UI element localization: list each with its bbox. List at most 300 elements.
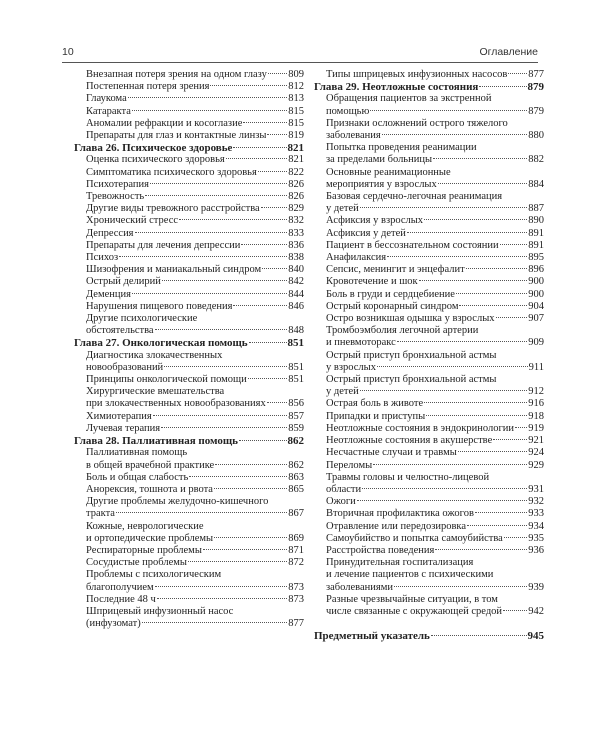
toc-entry[interactable] [314, 130, 544, 142]
toc-entry[interactable] [314, 398, 544, 410]
toc-entry[interactable] [74, 398, 304, 410]
toc-entry[interactable] [314, 337, 544, 349]
toc-page-number: 840 [288, 264, 304, 276]
toc-entry-title: Анафилаксия [326, 252, 387, 264]
toc-entry[interactable] [314, 423, 544, 435]
page-number: 10 [62, 46, 74, 58]
toc-entry[interactable] [74, 545, 304, 557]
toc-page-number: 812 [288, 81, 304, 93]
toc-entry-line: Острый приступ бронхиальной астмы [326, 374, 497, 386]
dot-leader [243, 122, 287, 123]
toc-entry-line: Кожные, неврологические [86, 520, 204, 532]
toc-entry-title: Респираторные проблемы [86, 544, 202, 556]
toc-entry-title: мероприятия у взрослых [326, 178, 437, 190]
toc-page-number: 848 [288, 325, 304, 337]
toc-entry-title: Боль в груди и сердцебиение [326, 288, 455, 300]
toc-entry-title: новообразований [86, 361, 164, 373]
dot-leader [438, 183, 528, 184]
dot-leader [248, 378, 287, 379]
toc-entry[interactable] [314, 521, 544, 533]
toc-entry-title: Принципы онкологической помощи [86, 374, 247, 386]
toc-entry-title: Глава 29. Неотложные состояния [314, 81, 479, 94]
toc-entry[interactable] [74, 582, 304, 594]
dot-leader [503, 610, 527, 611]
dot-leader [387, 256, 527, 257]
toc-entry-title: Внезапная потеря зрения на одном глазу [86, 69, 267, 80]
toc-entry[interactable] [314, 313, 544, 325]
toc-entry[interactable] [74, 215, 304, 227]
toc-page-number: 819 [288, 130, 304, 142]
toc-entry[interactable] [74, 594, 304, 606]
toc-entry[interactable] [314, 606, 544, 618]
dot-leader [382, 134, 528, 135]
toc-entry[interactable] [314, 460, 544, 472]
dot-leader [179, 219, 287, 220]
toc-entry[interactable] [74, 264, 304, 276]
toc-entry[interactable] [74, 289, 304, 301]
toc-page-number: 929 [528, 459, 544, 471]
toc-entry[interactable] [74, 93, 304, 105]
toc-entry-title: Самоубийство и попытка самоубийства [326, 532, 503, 544]
toc-page-number: 918 [528, 410, 544, 422]
toc-entry-line: Признаки осложнений острого тяжелого [326, 117, 508, 129]
toc-page-number: 863 [288, 471, 304, 483]
toc-entry[interactable] [314, 179, 544, 191]
toc-entry[interactable] [74, 374, 304, 386]
dot-leader [233, 305, 287, 306]
toc-page-number: 873 [288, 593, 304, 605]
dot-leader [458, 451, 527, 452]
dot-leader [362, 488, 527, 489]
toc-page-number: 867 [288, 508, 304, 520]
dot-leader [357, 500, 527, 501]
dot-leader [435, 549, 527, 550]
toc-page-number: 821 [287, 142, 304, 155]
toc-entry[interactable] [314, 252, 544, 264]
toc-entry[interactable] [314, 154, 544, 166]
toc-page-number: 822 [288, 166, 304, 178]
toc-chapter-heading[interactable] [74, 142, 304, 154]
dot-leader [496, 317, 528, 318]
toc-entry-line: Шприцевый инфузионный насос [86, 605, 234, 617]
toc-page-number: 880 [528, 130, 544, 142]
toc-page-number: 900 [528, 276, 544, 288]
toc-entry-title: и ортопедические проблемы [86, 532, 214, 544]
toc-entry[interactable] [74, 252, 304, 264]
toc-page-number: 879 [528, 105, 544, 117]
dot-leader [360, 390, 528, 391]
dot-leader [188, 561, 287, 562]
toc-page-number: 813 [288, 93, 304, 105]
toc-entry-line: Другие проблемы желудочно-кишечного [86, 496, 269, 508]
dot-leader [424, 402, 527, 403]
toc-page-number: 877 [528, 69, 544, 80]
toc-entry[interactable] [74, 484, 304, 496]
toc-entry[interactable] [314, 301, 544, 313]
dot-leader [407, 232, 527, 233]
dot-leader [116, 512, 287, 513]
toc-page-number: 821 [288, 154, 304, 166]
toc-entry-line: Базовая сердечно-легочная реанимация [326, 191, 503, 203]
dot-leader [466, 268, 528, 269]
toc-entry[interactable] [74, 460, 304, 472]
dot-leader [493, 439, 527, 440]
toc-entry-title: Психотерапия [86, 178, 149, 190]
toc-entry-title: Деменция [86, 288, 131, 300]
toc-page-number: 851 [288, 374, 304, 386]
toc-entry-line: Основные реанимационные [326, 166, 451, 178]
toc-entry[interactable] [314, 386, 544, 398]
toc-page-number: 887 [528, 203, 544, 215]
toc-entry-title: обстоятельства [86, 325, 154, 337]
dot-leader [500, 244, 528, 245]
dot-leader [215, 464, 287, 465]
toc-page-number: 877 [288, 618, 304, 630]
toc-entry-title: Депрессия [86, 227, 134, 239]
toc-page-number: 862 [288, 459, 304, 471]
dot-leader [145, 195, 287, 196]
toc-entry[interactable] [74, 203, 304, 215]
toc-entry-line: Принудительная госпитализация [326, 557, 474, 569]
toc-entry-title: Острая боль в животе [326, 398, 424, 410]
dot-leader [261, 207, 288, 208]
toc-entry-title: заболеваниями [326, 581, 393, 593]
toc-page-number: 904 [528, 300, 544, 312]
toc-entry-title: Глава 26. Психическое здоровье [74, 142, 233, 155]
toc-page-number: 919 [528, 422, 544, 434]
toc-entry-title: Вторичная профилактика ожогов [326, 508, 474, 520]
toc-page-number: 815 [288, 117, 304, 129]
toc-entry-title: Переломы [326, 459, 373, 471]
toc-entry-title: при злокачественных новообразованиях [86, 398, 266, 410]
toc-entry-title: Другие виды тревожного расстройства [86, 203, 260, 215]
dot-leader [162, 280, 287, 281]
toc-page-number: 857 [288, 410, 304, 422]
toc-entry[interactable] [314, 508, 544, 520]
toc-entry-title: помощью [326, 105, 370, 117]
dot-leader [161, 427, 287, 428]
toc-entry-title: у детей [326, 203, 359, 215]
running-head: Оглавление [479, 46, 538, 58]
toc-page-number: 911 [528, 361, 544, 373]
toc-entry[interactable] [74, 618, 304, 630]
dot-leader [210, 85, 287, 86]
toc-page-number: 809 [288, 69, 304, 80]
toc-entry-title: Шизофрения и маниакальный синдром [86, 264, 262, 276]
toc-entry[interactable] [74, 69, 304, 81]
index-spacer [314, 618, 544, 630]
toc-entry[interactable] [74, 154, 304, 166]
toc-entry-line: Травмы головы и челюстно-лицевой [326, 471, 490, 483]
toc-page-number: 932 [528, 496, 544, 508]
toc-entry-line: Другие психологические [86, 313, 198, 325]
toc-entry-title: Хронический стресс [86, 215, 179, 227]
dot-leader [424, 219, 527, 220]
dot-leader [189, 476, 287, 477]
toc-entry-title: Постепенная потеря зрения [86, 81, 210, 93]
toc-page-number: 912 [528, 386, 544, 398]
dot-leader [153, 415, 288, 416]
toc-entry[interactable] [74, 106, 304, 118]
toc-entry-title: Симптоматика психического здоровья [86, 166, 257, 178]
toc-entry[interactable] [74, 81, 304, 93]
toc-entry[interactable] [74, 508, 304, 520]
toc-page-number: 936 [528, 544, 544, 556]
toc-entry-title: Неотложные состояния в эндокринологии [326, 422, 515, 434]
toc-entry-title: Катаракта [86, 105, 131, 117]
toc-entry-title: Глава 28. Паллиативная помощь [74, 435, 238, 448]
toc-page-number: 842 [288, 276, 304, 288]
toc-entry[interactable] [74, 301, 304, 313]
dot-leader [479, 86, 526, 87]
toc-entry-title: тракта [86, 508, 115, 520]
toc-entry-title: Неотложные состояния в акушерстве [326, 435, 493, 447]
dot-leader [150, 183, 287, 184]
toc-entry[interactable] [74, 411, 304, 423]
toc-entry-title: Глава 27. Онкологическая помощь [74, 337, 248, 350]
toc-entry[interactable] [314, 264, 544, 276]
dot-leader [370, 110, 527, 111]
toc-entry[interactable] [74, 276, 304, 288]
dot-leader [515, 427, 527, 428]
toc-entry-title: Припадки и приступы [326, 410, 426, 422]
toc-entry[interactable] [74, 472, 304, 484]
toc-entry-title: Кровотечение и шок [326, 276, 418, 288]
dot-leader [142, 622, 288, 623]
toc-entry-line: Хирургические вмешательства [86, 386, 225, 398]
toc-entry-title: Расстройства поведения [326, 544, 435, 556]
toc-entry-title: Лучевая терапия [86, 422, 161, 434]
toc-entry-title: Химиотерапия [86, 410, 152, 422]
toc-entry-title: Пациент в бессознательном состоянии [326, 239, 499, 251]
toc-page-number: 942 [528, 605, 544, 617]
toc-page-number: 844 [288, 288, 304, 300]
toc-page-number: 891 [528, 239, 544, 251]
toc-entry[interactable] [74, 362, 304, 374]
toc-page-number: 846 [288, 300, 304, 312]
toc-entry-title: Отравление или передозировка [326, 520, 467, 532]
dot-leader [157, 598, 287, 599]
toc-entry-title: и пневмоторакс [326, 337, 396, 349]
toc-page-number: 890 [528, 215, 544, 227]
toc-entry[interactable] [314, 435, 544, 447]
toc-entry[interactable] [314, 484, 544, 496]
toc-entry-title: (инфузомат) [86, 618, 141, 630]
dot-leader [459, 305, 527, 306]
toc-index-heading[interactable] [314, 630, 544, 642]
toc-entry[interactable] [74, 240, 304, 252]
dot-leader [164, 366, 287, 367]
toc-entry[interactable] [314, 289, 544, 301]
toc-page-number: 931 [528, 483, 544, 495]
toc-page-number: 872 [288, 557, 304, 569]
toc-entry-title: за пределами больницы [326, 154, 433, 166]
toc-page-number: 829 [288, 203, 304, 215]
toc-entry[interactable] [74, 130, 304, 142]
dot-leader [132, 293, 287, 294]
toc-page-number: 856 [288, 398, 304, 410]
toc-entry-title: Типы шприцевых инфузионных насосов [326, 69, 508, 80]
toc-entry[interactable] [74, 118, 304, 130]
dot-leader [214, 488, 287, 489]
header-rule [62, 62, 538, 63]
toc-entry[interactable] [314, 69, 544, 81]
toc-page-number: 851 [288, 361, 304, 373]
toc-page-number: 935 [528, 532, 544, 544]
toc-entry-title: у взрослых [326, 361, 376, 373]
toc-column-left [74, 69, 304, 630]
toc-entry-title: Предметный указатель [314, 630, 430, 643]
toc-entry-title: в общей врачебной практике [86, 459, 215, 471]
dot-leader [373, 464, 527, 465]
toc-page-number: 900 [528, 288, 544, 300]
toc-entry-title: Сепсис, менингит и энцефалит [326, 264, 465, 276]
dot-leader [203, 549, 287, 550]
toc-entry[interactable] [314, 496, 544, 508]
toc-page-number: 884 [528, 178, 544, 190]
toc-entry-line: Обращения пациентов за экстренной [326, 93, 492, 105]
toc-page-number: 909 [528, 337, 544, 349]
dot-leader [475, 512, 527, 513]
toc-page-number: 869 [288, 532, 304, 544]
toc-entry[interactable] [74, 167, 304, 179]
toc-entry[interactable] [74, 423, 304, 435]
toc-entry[interactable] [314, 240, 544, 252]
toc-entry[interactable] [314, 533, 544, 545]
dot-leader [267, 134, 287, 135]
toc-entry-title: у детей [326, 386, 359, 398]
toc-entry[interactable] [314, 106, 544, 118]
toc-page-number: 862 [287, 435, 304, 448]
toc-entry-title: Глаукома [86, 93, 127, 105]
dot-leader [241, 244, 287, 245]
toc-page-number: 833 [288, 227, 304, 239]
toc-chapter-heading[interactable] [314, 81, 544, 93]
toc-page-number: 907 [528, 313, 544, 325]
dot-leader [467, 525, 527, 526]
toc-chapter-heading[interactable] [74, 337, 304, 349]
toc-page-number: 895 [528, 252, 544, 264]
toc-page-number: 873 [288, 581, 304, 593]
toc-entry-title: Психоз [86, 252, 119, 264]
dot-leader [233, 147, 286, 148]
dot-leader [155, 586, 288, 587]
toc-page-number: 826 [288, 191, 304, 203]
toc-entry-title: Боль и общая слабость [86, 471, 189, 483]
dot-leader [377, 366, 528, 367]
toc-entry-title: Острый делирий [86, 276, 161, 288]
toc-page-number: 826 [288, 178, 304, 190]
toc-entry-title: Остро возникшая одышка у взрослых [326, 313, 495, 325]
toc-page-number: 882 [528, 154, 544, 166]
toc-entry[interactable] [314, 215, 544, 227]
dot-leader [394, 586, 527, 587]
toc-page-number: 939 [528, 581, 544, 593]
toc-entry-title: Ожоги [326, 496, 356, 508]
toc-entry[interactable] [314, 203, 544, 215]
toc-entry[interactable] [314, 362, 544, 374]
toc-chapter-heading[interactable] [74, 435, 304, 447]
toc-page-number: 836 [288, 239, 304, 251]
toc-entry-title: Аномалии рефракции и косоглазие [86, 117, 243, 129]
toc-entry[interactable] [74, 557, 304, 569]
dot-leader [268, 73, 287, 74]
toc-page-number: 865 [288, 483, 304, 495]
toc-entry-title: Препараты для лечения депрессии [86, 239, 241, 251]
dot-leader [249, 342, 287, 343]
toc-entry[interactable] [314, 276, 544, 288]
toc-entry-title: благополучием [86, 581, 154, 593]
toc-page-number: 891 [528, 227, 544, 239]
dot-leader [132, 110, 287, 111]
toc-page-number: 832 [288, 215, 304, 227]
toc-entry[interactable] [74, 179, 304, 191]
toc-entry[interactable] [314, 411, 544, 423]
dot-leader [431, 635, 527, 636]
toc-entry-title: Нарушения пищевого поведения [86, 300, 233, 312]
toc-entry[interactable] [74, 191, 304, 203]
toc-page-number: 933 [528, 508, 544, 520]
toc-entry-title: Асфиксия у взрослых [326, 215, 424, 227]
toc-entry-line: Тромбоэмболия легочной артерии [326, 325, 479, 337]
toc-page-number: 859 [288, 422, 304, 434]
toc-entry-line: и лечение пациентов с психическими [326, 569, 494, 581]
toc-entry-title: числе связанные с окружающей средой [326, 605, 503, 617]
dot-leader [239, 440, 287, 441]
toc-entry-title: Несчастные случаи и травмы [326, 447, 457, 459]
toc-entry-title: Последние 48 ч [86, 593, 156, 605]
dot-leader [456, 293, 527, 294]
toc-page-number: 924 [528, 447, 544, 459]
dot-leader [433, 158, 527, 159]
toc-entry-title: Анорексия, тошнота и рвота [86, 483, 213, 495]
toc-entry-title: Тревожность [86, 191, 145, 203]
toc-page-number: 838 [288, 252, 304, 264]
toc-entry-title: области [326, 483, 362, 495]
dot-leader [214, 537, 287, 538]
toc-entry[interactable] [314, 447, 544, 459]
toc-page-number: 871 [288, 544, 304, 556]
toc-entry[interactable] [314, 545, 544, 557]
dot-leader [155, 329, 288, 330]
toc-entry-title: Острый коронарный синдром [326, 300, 459, 312]
toc-entry-line: Разные чрезвычайные ситуации, в том [326, 593, 498, 605]
dot-leader [267, 402, 287, 403]
toc-page-number: 879 [527, 81, 544, 94]
toc-entry[interactable] [314, 582, 544, 594]
toc-page-number: 921 [528, 435, 544, 447]
toc-column-right [314, 69, 544, 642]
toc-page-number: 851 [287, 337, 304, 350]
dot-leader [128, 97, 288, 98]
toc-entry-line: Диагностика злокачественных [86, 349, 223, 361]
toc-page-number: 945 [527, 630, 544, 643]
dot-leader [262, 268, 287, 269]
toc-entry[interactable] [74, 533, 304, 545]
toc-page-number: 815 [288, 105, 304, 117]
toc-entry-title: Сосудистые проблемы [86, 557, 187, 569]
toc-entry-title: Препараты для глаз и контактные линзы [86, 130, 267, 142]
toc-entry[interactable] [74, 228, 304, 240]
toc-entry-line: Попытка проведения реанимации [326, 142, 477, 154]
toc-entry[interactable] [74, 325, 304, 337]
toc-entry-line: Паллиативная помощь [86, 447, 188, 459]
dot-leader [426, 415, 527, 416]
toc-entry[interactable] [314, 228, 544, 240]
toc-entry-line: Острый приступ бронхиальной астмы [326, 349, 497, 361]
dot-leader [226, 158, 288, 159]
dot-leader [504, 537, 527, 538]
